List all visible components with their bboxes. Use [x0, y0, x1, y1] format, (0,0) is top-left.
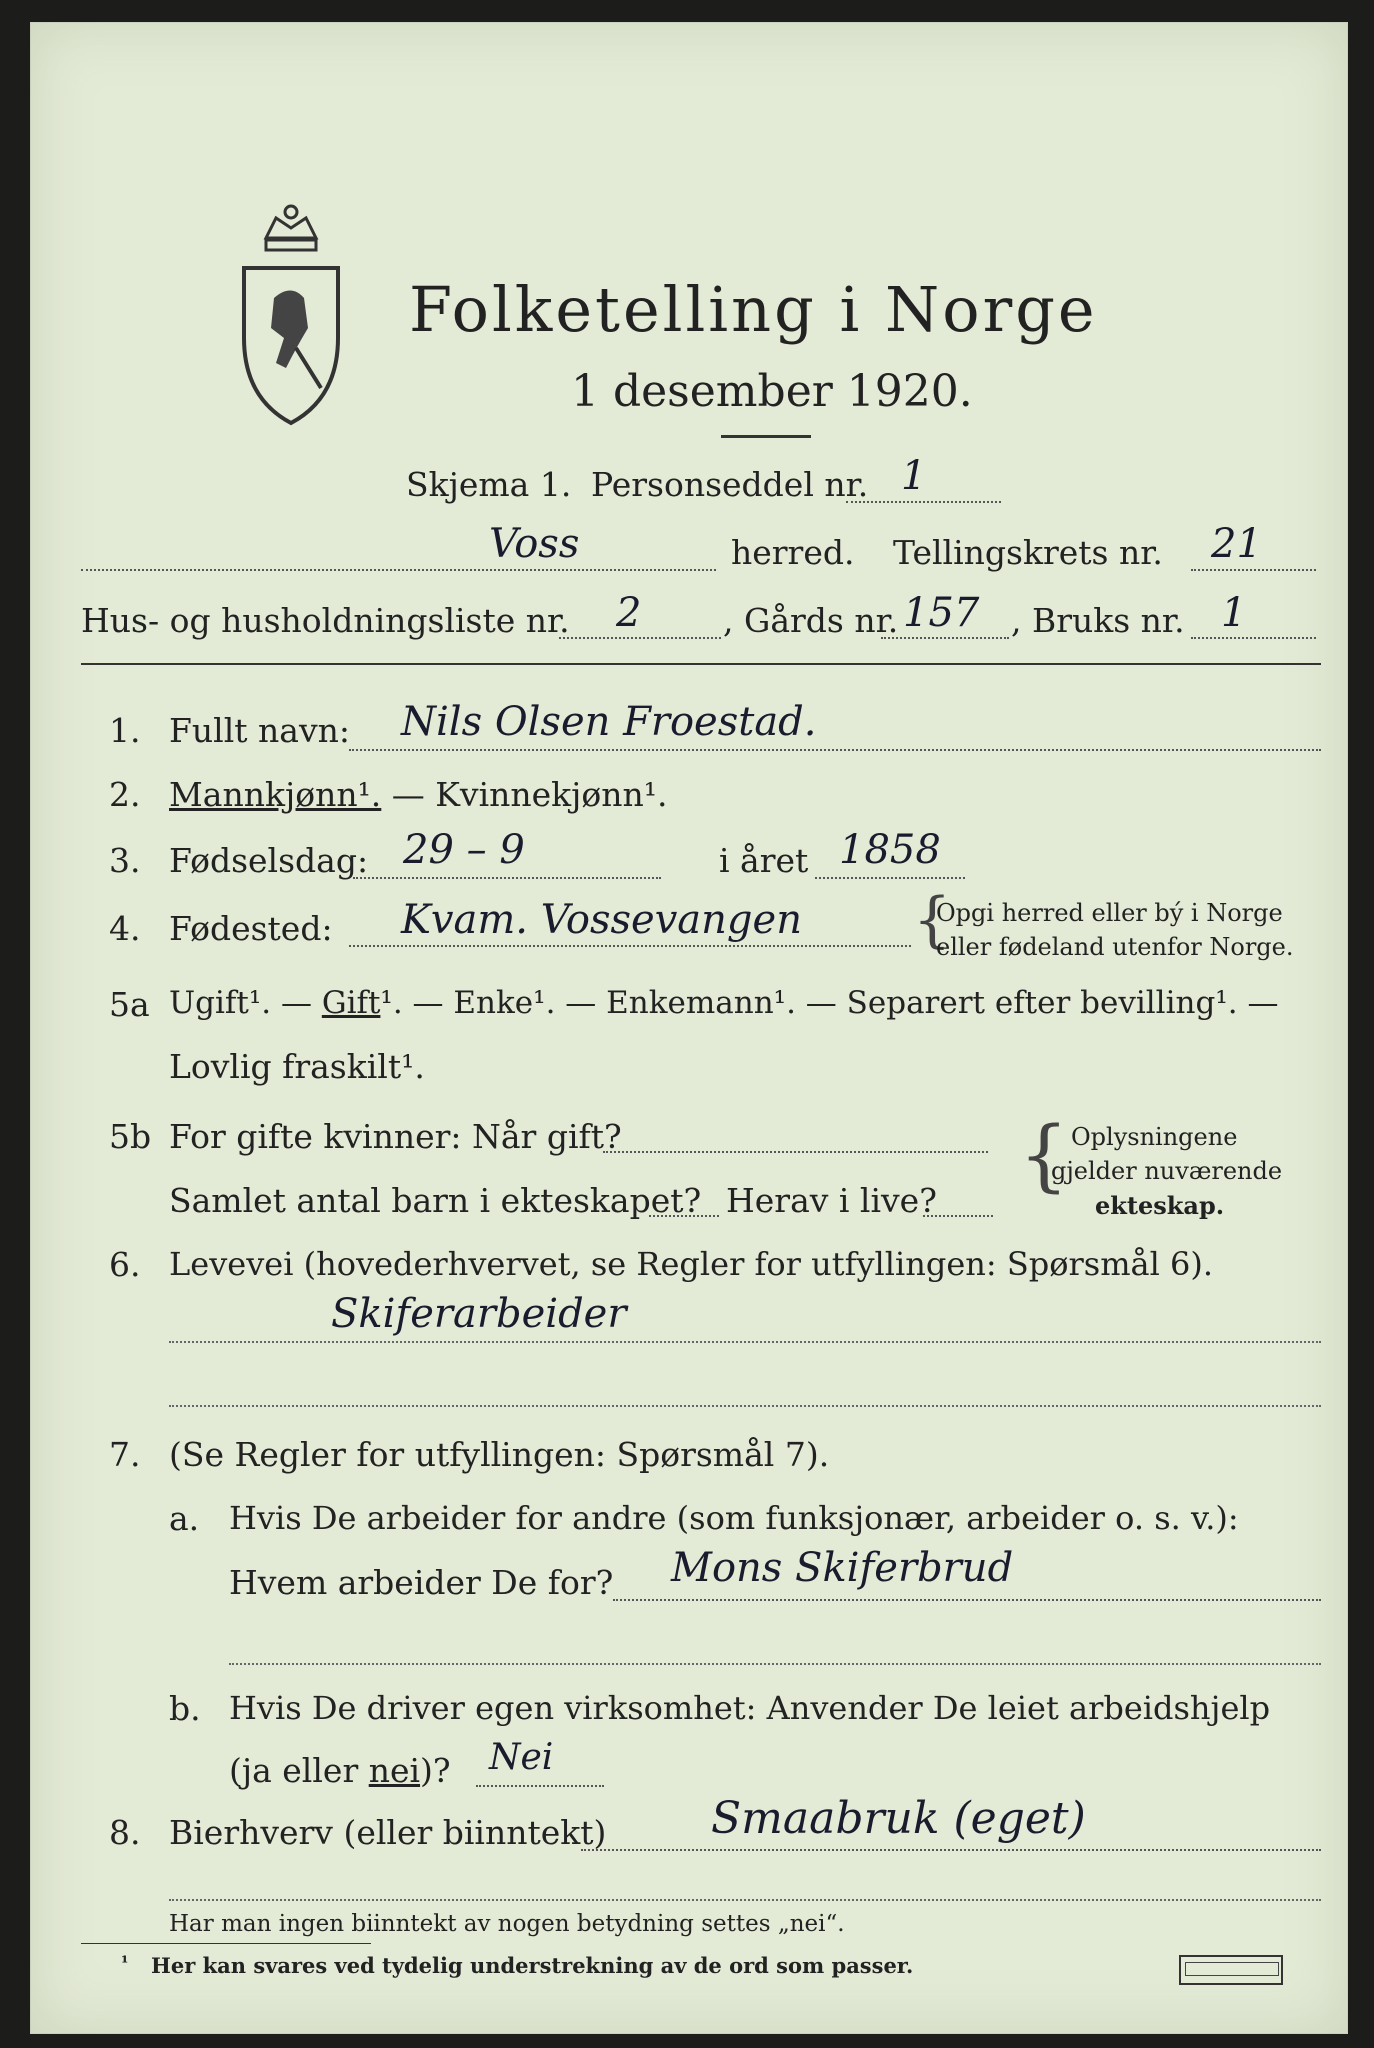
husliste-label: Hus- og husholdningsliste nr.	[81, 601, 570, 640]
q3-label: Fødselsdag:	[169, 841, 369, 880]
q5b-married-line	[603, 1151, 988, 1153]
footnote-divider	[81, 1943, 371, 1944]
q3-value: 29 – 9	[403, 827, 525, 873]
q6-line1	[169, 1341, 1321, 1343]
q3-line	[353, 877, 661, 879]
q4-brace: {	[913, 885, 952, 955]
q6-number: 6.	[109, 1245, 141, 1284]
q7a-line	[613, 1599, 1321, 1601]
q6-label: Levevei (hovederhvervet, se Regler for utfyllingen: Spørsmål 6).	[169, 1245, 1214, 1283]
personseddel-label: Personseddel nr.	[591, 465, 869, 504]
q5a-rest: ¹. — Enke¹. — Enkemann¹. — Separert efter bevilling¹. —	[380, 985, 1279, 1021]
q5b-herav-label: Herav i live?	[726, 1181, 937, 1220]
q2-male-option: Mannkjønn¹.	[169, 775, 382, 814]
q8-value: Smaabruk (eget)	[711, 1793, 1086, 1844]
q1-number: 1.	[109, 711, 141, 750]
tellingskrets-line	[1191, 569, 1316, 571]
biinntekt-note: Har man ingen biinntekt av nogen betydning settes „nei“.	[169, 1911, 845, 1937]
q7b-label: Hvis De driver egen virksomhet: Anvender De leiet arbeidshjelp	[229, 1689, 1271, 1727]
bruks-label: , Bruks nr.	[1011, 601, 1185, 640]
q5b-children-line	[649, 1215, 719, 1217]
q5b-label2: Samlet antal barn i ekteskapet?	[169, 1181, 702, 1220]
q8-line2	[169, 1899, 1321, 1901]
q7a-letter: a.	[169, 1499, 200, 1538]
bruks-value: 1	[1221, 590, 1247, 636]
printer-stamp	[1179, 1955, 1283, 1985]
tellingskrets-label: Tellingskrets nr.	[893, 533, 1163, 572]
q7a-label: Hvis De arbeider for andre (som funksjonær, arbeider o. s. v.):	[229, 1499, 1239, 1537]
q8-label: Bierhverv (eller biinntekt)	[169, 1813, 607, 1852]
q4-value: Kvam. Vossevangen	[401, 897, 802, 943]
personseddel-value: 1	[901, 453, 927, 499]
q4-note-line1: Opgi herred eller bý i Norge	[936, 899, 1283, 927]
gards-line	[881, 637, 1009, 639]
tellingskrets-value: 21	[1211, 521, 1262, 567]
q5a-line2: Lovlig fraskilt¹.	[169, 1047, 425, 1086]
q4-note-line2: eller fødeland utenfor Norge.	[936, 933, 1294, 961]
q7b-line	[476, 1785, 604, 1787]
q7b-label2-post: )?	[420, 1751, 451, 1790]
q8-line	[581, 1849, 1321, 1851]
q5b-note-line1: Oplysningene	[1071, 1123, 1238, 1151]
personseddel-line	[846, 501, 1001, 503]
q8-number: 8.	[109, 1813, 141, 1852]
q6-line2	[169, 1405, 1321, 1407]
footnote-mark: ¹	[121, 1953, 129, 1973]
q7a-line2	[229, 1663, 1321, 1665]
footnote-text: Her kan svares ved tydelig understrekning av de ord som passer.	[151, 1953, 914, 1978]
q7b-label2-pre: (ja eller	[229, 1751, 369, 1790]
q5b-note-line3: ekteskap.	[1095, 1191, 1225, 1220]
q5b-brace: {	[1019, 1111, 1069, 1201]
q2-female-option: — Kvinnekjønn¹.	[381, 775, 668, 814]
herred-label: herred.	[731, 533, 855, 572]
q7a-label2: Hvem arbeider De for?	[229, 1563, 614, 1602]
q5b-label: For gifte kvinner: Når gift?	[169, 1117, 622, 1156]
q6-value: Skiferarbeider	[331, 1291, 627, 1337]
gards-value: 157	[903, 590, 980, 636]
q5a-options	[169, 985, 1278, 1021]
husliste-line	[559, 637, 721, 639]
gards-label: , Gårds nr.	[723, 601, 899, 640]
q5b-number: 5b	[109, 1117, 152, 1156]
q7-label: (Se Regler for utfyllingen: Spørsmål 7).	[169, 1435, 830, 1474]
q7b-label2	[229, 1751, 451, 1790]
q3-year-value: 1858	[839, 827, 941, 873]
q3-year-label: i året	[719, 841, 809, 880]
q4-line	[349, 945, 911, 947]
herred-value: Voss	[489, 521, 580, 567]
schema-label: Skjema 1.	[406, 465, 572, 504]
q4-label: Fødested:	[169, 909, 333, 948]
q7b-letter: b.	[169, 1689, 201, 1728]
q3-number: 3.	[109, 841, 141, 880]
husliste-value: 2	[616, 590, 642, 636]
q2-number: 2.	[109, 775, 141, 814]
q5a-gift: Gift	[321, 985, 381, 1021]
q2-text	[169, 775, 668, 814]
herred-line	[81, 569, 716, 571]
q1-value: Nils Olsen Froestad.	[401, 699, 817, 745]
q3-year-line	[815, 877, 965, 879]
title-divider	[721, 435, 811, 438]
q7a-value: Mons Skiferbrud	[671, 1545, 1014, 1591]
q5b-herav-line	[923, 1215, 993, 1217]
bruks-line	[1191, 637, 1316, 639]
norwegian-coat-of-arms-icon	[236, 198, 346, 428]
q5a-number: 5a	[109, 985, 150, 1024]
census-form-sheet	[30, 22, 1348, 2034]
q7-number: 7.	[109, 1435, 141, 1474]
header-divider	[81, 663, 1321, 665]
q7b-value: Nei	[489, 1737, 554, 1778]
q4-number: 4.	[109, 909, 141, 948]
q1-label: Fullt navn:	[169, 711, 350, 750]
q1-line	[349, 749, 1321, 751]
q5a-ugift: Ugift¹. —	[169, 985, 322, 1021]
census-date: 1 desember 1920.	[571, 366, 973, 417]
q5b-note-line2: gjelder nuværende	[1051, 1157, 1283, 1185]
form-title: Folketelling i Norge	[409, 273, 1098, 346]
q7b-label2-nei: nei	[368, 1751, 421, 1790]
